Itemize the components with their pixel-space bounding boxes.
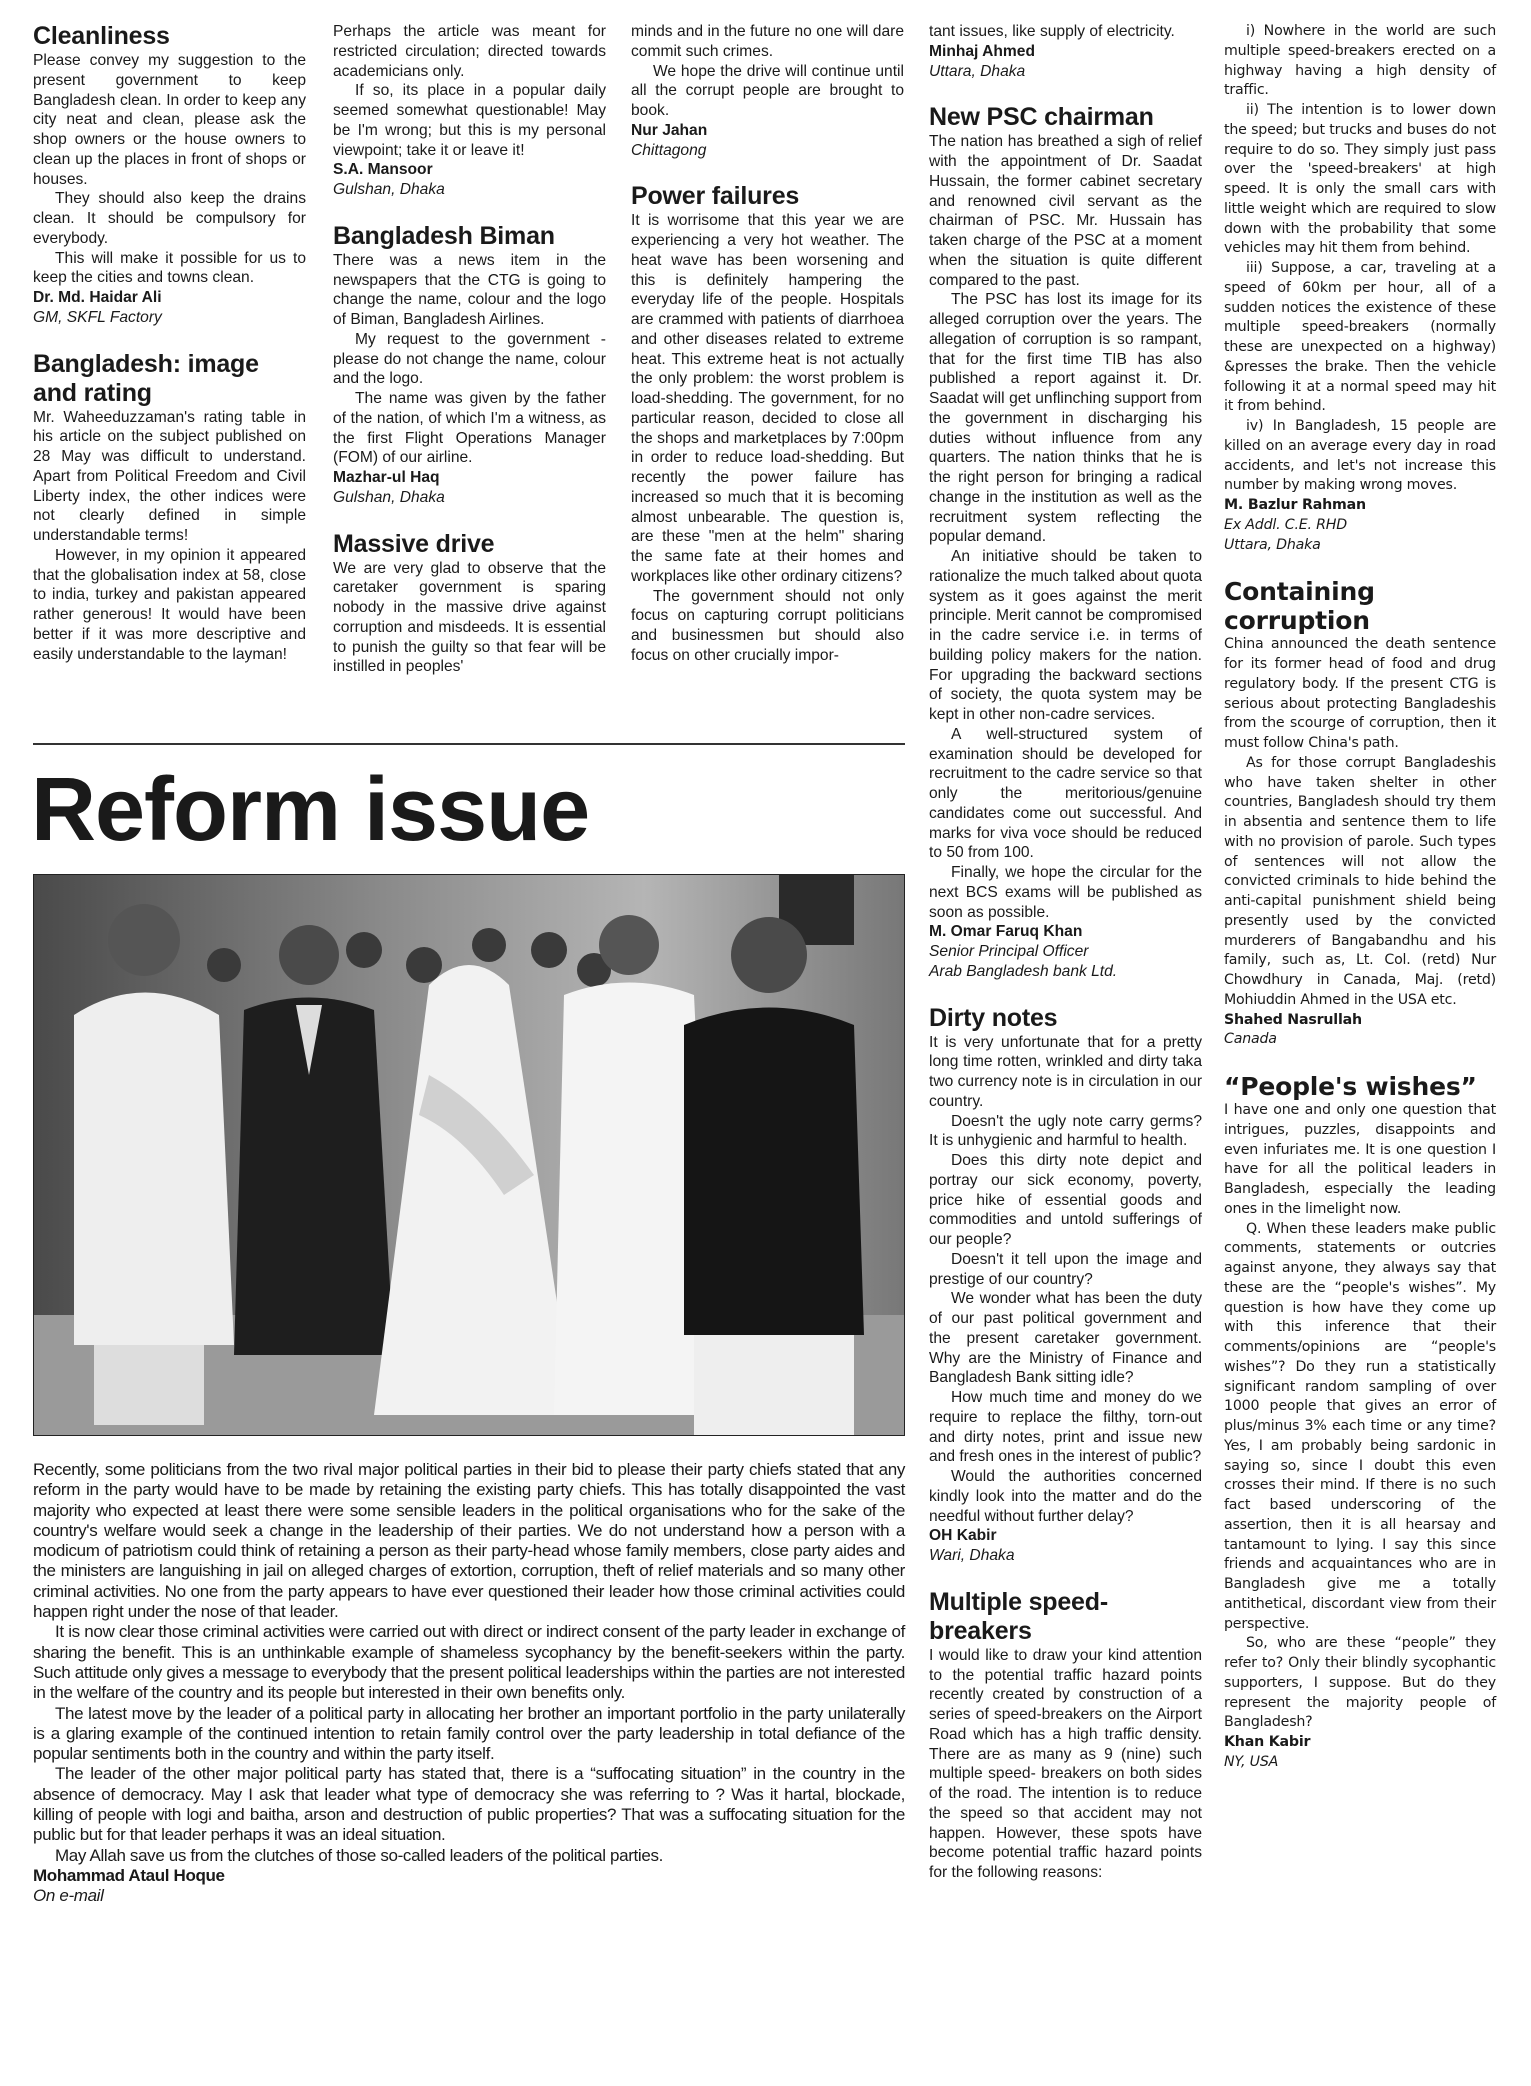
article-paragraph: It is now clear those criminal activities were carried out with direct or indirect consent of the party leader in exchange of sharing the benefit. This is an unthinkable example of shameless sycophancy by the benefit-seekers within the party. Such attitude only gives a message to everybody that the present political leaderships within the parties are not interested in the welfare of the country and its people but interested in their own benefits only.: [33, 1622, 905, 1703]
letter-paragraph: A well-structured system of examination should be developed for recruitment to the cadre service so that only the meritorious/genuine candidates come out successful. And marks for viva voce should be reduced to 50 from 100.: [929, 725, 1202, 862]
letter-paragraph: i) Nowhere in the world are such multiple speed-breakers erected on a highway having a high density of traffic.: [1224, 23, 1496, 99]
letter-paragraph: ii) The intention is to lower down the speed; but trucks and buses do not require to do so. They simply just pass over the 'speed-breakers' at high speed. It is only the small cars with little weight which are required to slow down with the probability that some vehicles may hit them from behind.: [1224, 102, 1496, 257]
letter-heading: Multiple speed-breakers: [929, 1587, 1108, 1645]
letter-paragraph: Please convey my suggestion to the present government to keep Bangladesh clean. In order to keep any city neat and clean, please ask the shop owners or the house owners to clean up the places in front of shops or houses.: [33, 52, 306, 188]
letter-author: Minhaj Ahmed: [929, 42, 1035, 60]
letter-paragraph: iii) Suppose, a car, traveling at a speed of 60km per hour, all of a sudden notices the existence of these multiple speed-breakers (normally these are unexpected on a highway) &presses the brake. Then the vehicle following it at a normal speed may hit it from behind.: [1224, 260, 1496, 415]
letter-heading: Power failures: [631, 182, 800, 211]
letter-paragraph: Would the authorities concerned kindly look into the matter and do the needful without further delay?: [929, 1468, 1202, 1525]
letter-author-location: Wari, Dhaka: [929, 1547, 1015, 1564]
letter-paragraph: Q. When these leaders make public comments, statements or outcries against anyone, they always say that these are the “people's wishes”. My question is how have they come up with this inference that their comments/opinions are “people's wishes”? Do they run a statistically significant random sampling of over 1000 people that gives an error of plus/minus 3% each time or any time? Yes, I am probably being sardonic in saying so, since I doubt this even crosses their mind. If there is no such fact based underscoring of the assertion, then it is all hearsay and tantamount to lying. I say this since friends and acquaintances who are in Bangladesh give me a totally antithetical, discordant view from their perspective.: [1224, 1220, 1496, 1632]
letter-author: Khan Kabir: [1224, 1734, 1311, 1750]
letter-author-location: Gulshan, Dhaka: [333, 181, 445, 198]
letter-heading: Bangladesh Biman: [333, 221, 555, 250]
letters-column-3: [631, 22, 904, 666]
news-photo: [33, 874, 905, 1436]
letter-author: OH Kabir: [929, 1527, 997, 1545]
article-paragraph: The latest move by the leader of a political party in allocating her brother an important portfolio in the party unilaterally is a glaring example of the continued intention to retain family control over the party leadership in total defiance of the popular sentiments both in the country and within the party itself.: [33, 1703, 905, 1764]
letter-paragraph: However, in my opinion it appeared that the globalisation index at 58, close to india, turkey and pakistan appeared rather generous! It would have been better if it was more descriptive and easily understandable to the layman!: [33, 546, 306, 663]
letter-author-location: Canada: [1224, 1031, 1277, 1048]
article-paragraph: The leader of the other major political party has stated that, there is a “suffocating situation” in the country in the absence of democracy. May I ask that leader what type of democracy she was referring to ? Was it hartal, blockade, killing of people with logi and baitha, arson and destruction of public properties? That was a suffocating situation for the public but for that leader perhaps it was an ideal situation.: [33, 1764, 905, 1845]
letter-author: Nur Jahan: [631, 121, 708, 139]
letter-author: M. Omar Faruq Khan: [929, 923, 1083, 941]
letter-heading: Cleanliness: [33, 22, 170, 50]
letter-author: S.A. Mansoor: [333, 161, 433, 179]
letter-author-location: NY, USA: [1224, 1753, 1279, 1770]
letter-paragraph: They should also keep the drains clean. It should be compulsory for everybody.: [33, 190, 306, 247]
letter-paragraph: Doesn't the ugly note carry germs? It is unhygienic and harmful to health.: [929, 1112, 1202, 1150]
letter-paragraph: I have one and only one question that intrigues, puzzles, disappoints and even infuriates me. It is one question I have for all the political leaders in Bangladesh, especially the leading ones in the limelight now.: [1224, 1102, 1496, 1217]
letter-paragraph: We are very glad to observe that the caretaker government is sparing nobody in the massive drive against corruption and misdeeds. It is essential to punish the guilty so that fear will be instilled in peoples': [333, 559, 606, 676]
politicians-walking-photo: [34, 875, 905, 1436]
letter-author-location: Senior Principal Officer: [929, 943, 1089, 960]
article-paragraph: Recently, some politicians from the two rival major political parties in their bid to please their party chiefs stated that any reform in the party would have to be made by retaining the existing party chiefs. This has totally disappointed the vast majority who expected at least there were some sensible leaders in the political organisations who for the sake of the country's welfare would seek a change in the leadership of their parties. We do not understand how a person with a modicum of patriotism could think of retaining a person as their party-head whose family members, close party aides and the ministers are languishing in jail on alleged charges of extortion, corruption, theft of relief materials and so many other criminal activities. No one from the party appears to have ever questioned their leader how those criminal activities could happen right under the nose of that leader.: [33, 1460, 905, 1622]
letter-paragraph: An initiative should be taken to rationalize the much talked about quota system as it goes against the merit principle. Merit cannot be compromised in the cadre service i.e. in terms of building policy makers for the nation. For upgrading the backward sections of society, the quota system may be kept in other non-cadre services.: [929, 548, 1202, 723]
letter-heading: New PSC chairman: [929, 103, 1154, 132]
letter-author-location: Uttara, Dhaka: [1224, 536, 1321, 553]
letter-heading: “People's wishes”: [1224, 1072, 1477, 1101]
letters-column-5: [1224, 22, 1496, 1773]
letter-paragraph: tant issues, like supply of electricity.: [929, 23, 1175, 40]
letter-paragraph: iv) In Bangladesh, 15 people are killed on an average every day in road accidents, and let's not increase this number by making wrong moves.: [1224, 418, 1496, 494]
letter-author-location: Uttara, Dhaka: [929, 62, 1026, 80]
letter-paragraph: Perhaps the article was meant for restricted circulation; directed towards academicians only.: [333, 23, 606, 80]
letter-paragraph: Mr. Waheeduzzaman's rating table in his article on the subject published on 28 May was difficult to understand. Apart from Political Freedom and Civil Liberty index, the other indices were not clearly defined in simple understandable terms!: [33, 408, 306, 544]
letter-paragraph: My request to the government - please do not change the name, colour and the logo.: [333, 330, 606, 388]
letter-paragraph: This will make it possible for us to keep the cities and towns clean.: [33, 249, 306, 287]
reform-article-body: [33, 1460, 905, 1907]
letter-author: M. Bazlur Rahman: [1224, 497, 1366, 513]
letters-column-2: [333, 22, 606, 677]
letter-author-location: Arab Bangladesh bank Ltd.: [929, 962, 1118, 980]
letter-heading: Containing corruption: [1224, 577, 1375, 636]
letter-heading: Bangladesh: image and rating: [33, 349, 259, 407]
letter-paragraph: We wonder what has been the duty of our past political government and the present caretaker government. Why are the Ministry of Finance and Bangladesh Bank sitting idle?: [929, 1290, 1202, 1387]
letter-paragraph: The name was given by the father of the nation, of which I'm a witness, as the first Flight Operations Manager (FOM) of our airline.: [333, 390, 606, 467]
letter-author: Dr. Md. Haidar Ali: [33, 289, 162, 306]
section-divider: [33, 743, 905, 745]
letter-paragraph: China announced the death sentence for its former head of food and drug regulatory body. If the present CTG is serious about protecting Bangladeshis from the scourge of corruption, then it must follow China's path.: [1224, 636, 1496, 751]
letter-author-location: Ex Addl. C.E. RHD: [1224, 516, 1347, 533]
letter-paragraph: So, who are these “people” they refer to? Only their blindly sycophantic supporters, I suppose. But do they represent the majority people of Bangladesh?: [1224, 1635, 1496, 1731]
letter-paragraph: How much time and money do we require to replace the filthy, torn-out and dirty notes, print and issue new and fresh ones in the interest of public?: [929, 1389, 1202, 1466]
letter-paragraph: I would like to draw your kind attention to the potential traffic hazard points recently created by construction of a series of speed-breakers on the Airport Road which has a high traffic density. There are as many as 9 (nine) such multiple speed- breakers on both sides of the road. The intention is to reduce the speed so that accident may not happen. However, these spots have become potential traffic hazard points for the following reasons:: [929, 1646, 1202, 1881]
letters-column-4: [929, 22, 1202, 1883]
letter-heading: Massive drive: [333, 529, 495, 558]
article-author-location: On e-mail: [33, 1886, 104, 1906]
letter-paragraph: Finally, we hope the circular for the next BCS exams will be published as soon as possible.: [929, 864, 1202, 921]
letter-heading: Dirty notes: [929, 1003, 1058, 1032]
letters-column-1: [33, 22, 306, 664]
letter-paragraph: It is very unfortunate that for a pretty long time rotten, wrinkled and dirty taka two currency note is in circulation in our country.: [929, 1033, 1203, 1110]
letter-paragraph: Does this dirty note depict and portray our sick economy, poverty, price hike of essential goods and commodities and untold sufferings of our people?: [929, 1152, 1202, 1248]
reform-headline: Reform issue: [31, 760, 590, 860]
letter-author: Mazhar-ul Haq: [333, 469, 440, 486]
letter-author-location: Gulshan, Dhaka: [333, 488, 445, 506]
letter-paragraph: The PSC has lost its image for its alleged corruption over the years. The allegation of corruption is so rampant, that for the first time TIB has also published a report against it. Dr. Saadat will get unflinching support from the government in discharging his duties without influence from any quarters. The nation thinks that he is the right person for bringing a radical change in the institution as well as the recruitment system reflecting the popular demand.: [929, 291, 1202, 546]
article-paragraph: May Allah save us from the clutches of those so-called leaders of the political parties.: [55, 1845, 663, 1865]
letter-paragraph: The government should not only focus on capturing corrupt politicians and businessmen but should also focus on other crucially impor-: [631, 587, 904, 664]
letter-paragraph: We hope the drive will continue until all the corrupt people are brought to book.: [631, 62, 904, 119]
letter-paragraph: The nation has breathed a sigh of relief with the appointment of Dr. Saadat Hussain, the former cabinet secretary and renowned civil servant as the chairman of PSC. Mr. Hussain has taken charge of the PSC at a moment when the situation is quite different compared to the past.: [929, 133, 1202, 289]
letter-paragraph: minds and in the future no one will dare commit such crimes.: [631, 23, 904, 60]
letter-paragraph: It is worrisome that this year we are experiencing a very hot weather. The heat wave has been worsening and this is definitely hampering the everyday life of the people. Hospitals are crammed with patients of diarrhoea and other diseases related to extreme heat. This extreme heat is not actually the only problem: the worst problem is load-shedding. The government, for no particular reason, decided to close all the shops and marketplaces by 7:00pm in order to reduce load-shedding. But recently the power failure has increased so much that it is becoming almost unbearable. The question is, are these "men at the helm" sharing the same fate at their homes and workplaces like other ordinary citizens?: [631, 212, 904, 585]
article-author: Mohammad Ataul Hoque: [33, 1865, 225, 1885]
letter-paragraph: As for those corrupt Bangladeshis who have taken shelter in other countries, Bangladesh should try them in absentia and sentence them to life with no provision of parole. Such types of sentences will not allow the convicted criminals to hide behind the anti-capital punishment shield being presently used by the convicted murderers of Bangabandhu and his family, such as, Lt. Col. (retd) Nur Chowdhury in Canada, Maj. (retd) Mohiuddin Ahmed in the USA etc.: [1224, 754, 1496, 1008]
letter-author: Shahed Nasrullah: [1224, 1011, 1362, 1028]
letter-author-location: GM, SKFL Factory: [33, 308, 162, 326]
letter-paragraph: If so, its place in a popular daily seemed somewhat questionable! May be I'm wrong; but this is my personal viewpoint; take it or leave it!: [333, 82, 606, 159]
letter-paragraph: Doesn't it tell upon the image and prestige of our country?: [929, 1250, 1202, 1288]
letter-author-location: Chittagong: [631, 141, 707, 159]
letter-paragraph: There was a news item in the newspapers that the CTG is going to change the name, colour and the logo of Biman, Bangladesh Airlines.: [333, 251, 606, 328]
